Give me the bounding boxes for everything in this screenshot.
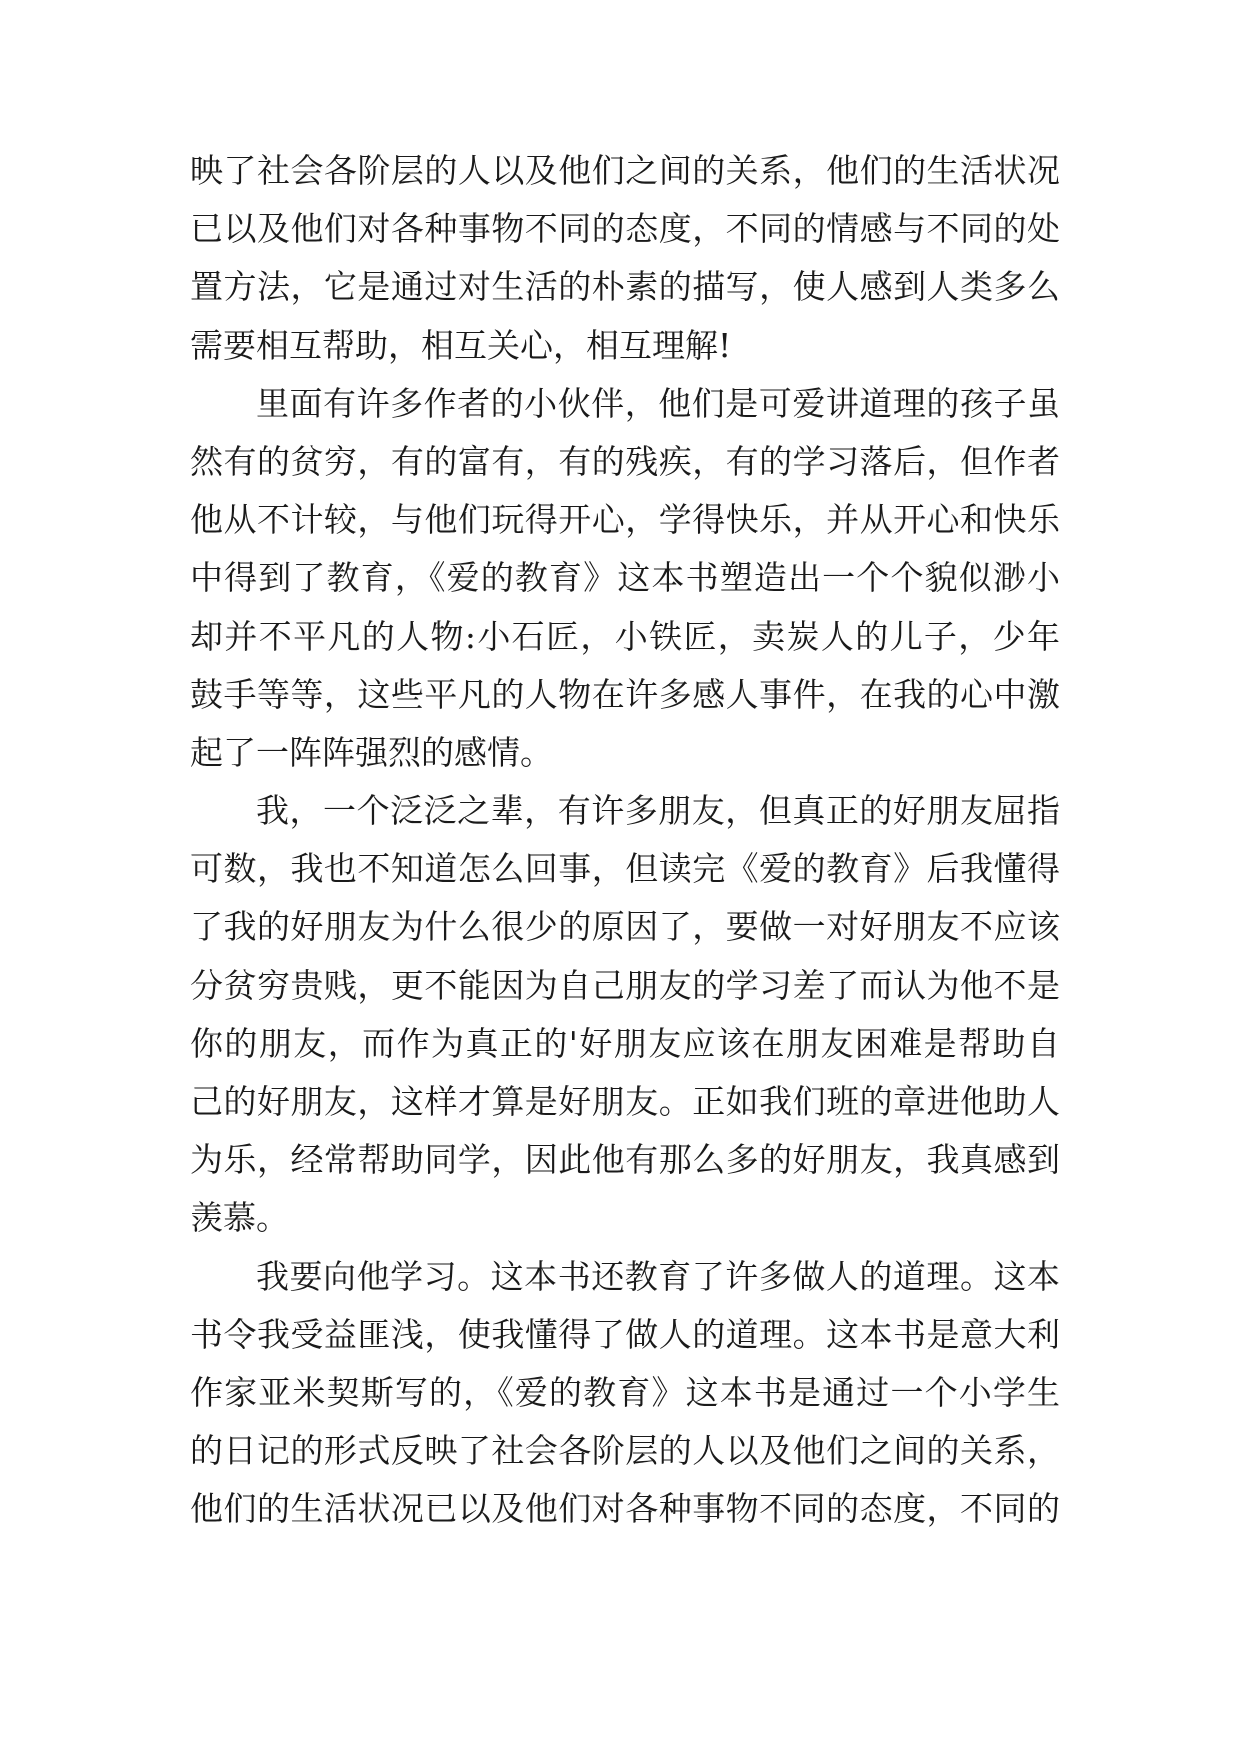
paragraph-line: 书令我受益匪浅，使我懂得了做人的道理。这本书是意大利 [190,1314,1060,1354]
paragraph-line: 己的好朋友，这样才算是好朋友。正如我们班的章进他助人 [190,1082,1060,1121]
paragraph-line: 的日记的形式反映了社会各阶层的人以及他们之间的关系， [190,1431,1060,1471]
paragraph-line: 里面有许多作者的小伙伴，他们是可爱讲道理的孩子虽 [256,383,1060,423]
document-body [190,142,1060,1539]
paragraph-line: 羡慕。 [190,1198,289,1238]
paragraph-line: 可数，我也不知道怎么回事，但读完《爱的教育》后我懂得 [190,849,1060,889]
paragraph-line: 中得到了教育，《爱的教育》这本书塑造出一个个貌似渺小 [190,558,1060,598]
paragraph-line: 我，一个泛泛之辈，有许多朋友，但真正的好朋友屈指 [256,791,1060,831]
paragraph-line: 已以及他们对各种事物不同的态度，不同的情感与不同的处 [190,209,1060,249]
paragraph-line: 鼓手等等，这些平凡的人物在许多感人事件，在我的心中激 [190,674,1060,714]
paragraph-line: 却并不平凡的人物:小石匠，小铁匠，卖炭人的儿子，少年 [190,616,1060,656]
paragraph-line: 然有的贫穷，有的富有，有的残疾，有的学习落后，但作者 [190,441,1060,481]
paragraph-line: 作家亚米契斯写的，《爱的教育》这本书是通过一个小学生 [190,1372,1060,1412]
paragraph-line: 你的朋友，而作为真正的'好朋友应该在朋友困难是帮助自 [190,1023,1060,1063]
paragraph-line: 分贫穷贵贱，更不能因为自己朋友的学习差了而认为他不是 [190,965,1060,1005]
paragraph-line: 为乐，经常帮助同学，因此他有那么多的好朋友，我真感到 [190,1140,1060,1180]
paragraph-line: 他们的生活状况已以及他们对各种事物不同的态度，不同的 [190,1489,1060,1529]
paragraph-line: 起了一阵阵强烈的感情。 [190,732,553,772]
paragraph-line: 我要向他学习。这本书还教育了许多做人的道理。这本 [256,1256,1060,1296]
paragraph-line: 映了社会各阶层的人以及他们之间的关系，他们的生活状况 [190,151,1060,190]
paragraph-line: 他从不计较，与他们玩得开心，学得快乐，并从开心和快乐 [190,500,1060,540]
paragraph-line: 了我的好朋友为什么很少的原因了，要做一对好朋友不应该 [190,907,1060,947]
paragraph-line: 置方法，它是通过对生活的朴素的描写，使人感到人类多么 [190,267,1060,307]
paragraph-line: 需要相互帮助，相互关心，相互理解! [190,325,732,365]
